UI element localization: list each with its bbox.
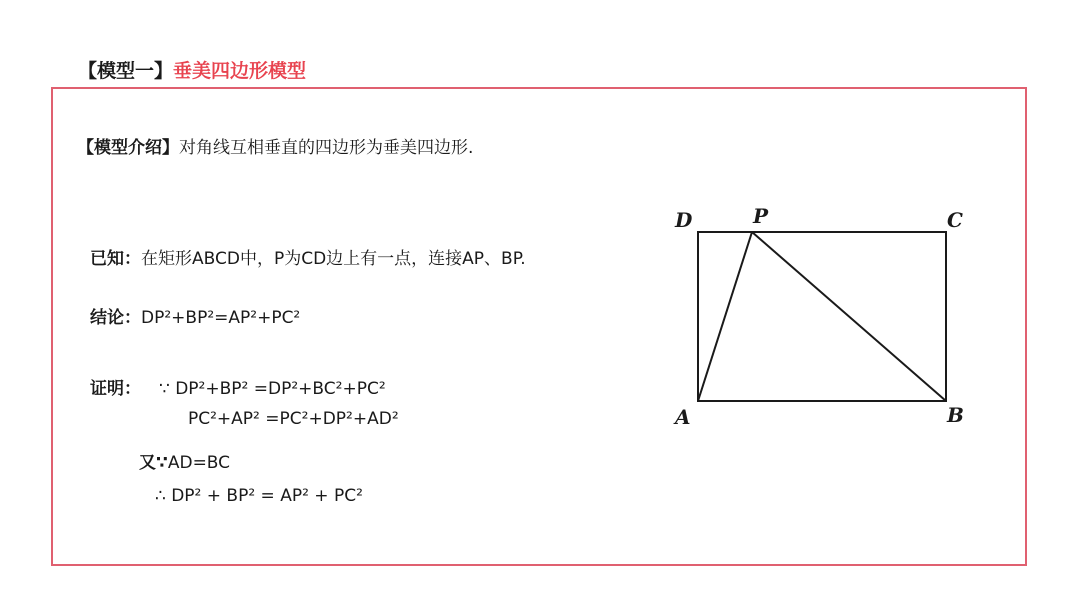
given-text: 在矩形ABCD中，P为CD边上有一点，连接AP、BP. (141, 249, 526, 269)
proof-step-2: PC²+AP² =PC²+DP²+AD² (188, 409, 399, 429)
segment-bp (752, 232, 946, 401)
proof-label: 证明： (90, 379, 141, 399)
proof-step-1: ∵ DP²+BP² =DP²+BC²+PC² (159, 379, 386, 399)
model-heading (78, 56, 306, 83)
proof-line-4 (155, 486, 363, 506)
conclusion-text: DP²+BP²=AP²+PC² (141, 308, 301, 328)
proof-line-3 (139, 448, 230, 473)
vertex-label-b: B (947, 403, 964, 427)
model-title: 垂美四边形模型 (173, 60, 307, 82)
intro-label: 【模型介绍】 (77, 138, 179, 158)
proof-step-3: AD=BC (167, 453, 231, 473)
intro-text: 对角线互相垂直的四边形为垂美四边形. (179, 138, 474, 158)
proof-step-3-prefix: 又∵ (139, 453, 168, 473)
model-card (51, 87, 1027, 566)
proof-step-4: ∴ DP² + BP² = AP² + PC² (155, 486, 363, 506)
conclusion-line (90, 303, 300, 328)
proof-line-1 (90, 374, 386, 399)
vertex-label-a: A (675, 405, 691, 429)
proof-line-2 (188, 409, 399, 429)
vertex-label-p: P (753, 204, 769, 228)
rectangle-figure (673, 199, 973, 429)
conclusion-label: 结论： (90, 308, 141, 328)
rectangle-abcd (698, 232, 946, 401)
model-intro (77, 133, 473, 158)
vertex-label-c: C (947, 208, 963, 232)
given-line (90, 244, 526, 269)
given-label: 已知： (90, 249, 141, 269)
model-number-label: 【模型一】 (78, 60, 174, 82)
segment-ap (698, 232, 752, 401)
vertex-label-d: D (675, 208, 693, 232)
